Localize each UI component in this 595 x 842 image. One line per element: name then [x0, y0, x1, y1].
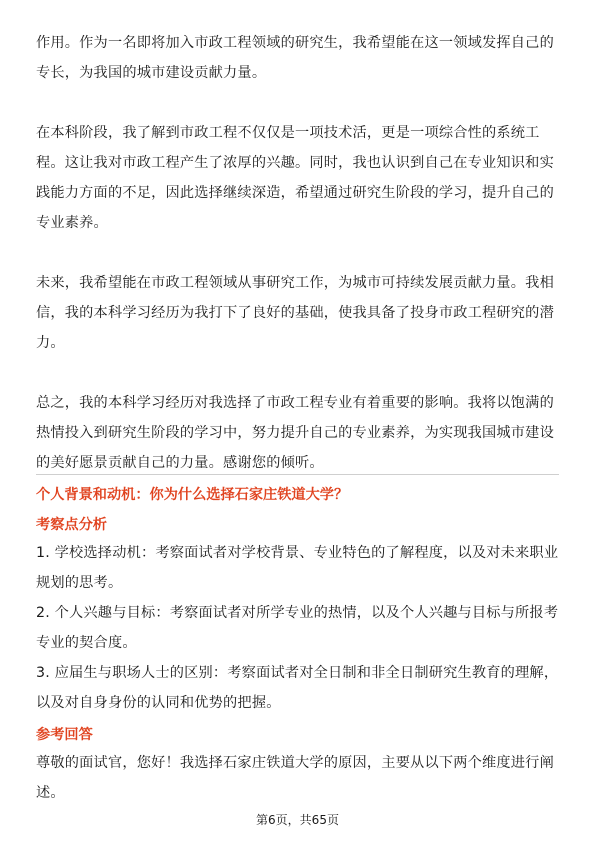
text-line: 的美好愿景贡献自己的力量。感谢您的倾听。 — [36, 455, 324, 471]
text-line: 以及对自身身份的认同和优势的把握。 — [36, 695, 281, 711]
document-body — [36, 28, 559, 478]
text-line: 专业的契合度。 — [36, 635, 137, 651]
text-line: 专长，为我国的城市建设贡献力量。 — [36, 65, 267, 81]
paragraph-4 — [36, 388, 559, 478]
text-line: 规划的思考。 — [36, 575, 123, 591]
analysis-point-3 — [36, 658, 559, 718]
question-section — [36, 482, 559, 808]
text-line: 尊敬的面试官，您好！我选择石家庄铁道大学的原因，主要从以下两个维度进行阐 — [36, 755, 554, 771]
text-line: 在本科阶段，我了解到市政工程不仅仅是一项技术活，更是一项综合性的系统工 — [36, 125, 540, 141]
paragraph-2 — [36, 118, 559, 238]
answer-heading: 参考回答 — [36, 727, 93, 743]
text-line: 专业素养。 — [36, 215, 108, 231]
analysis-point-2 — [36, 598, 559, 658]
page-number: 第6页，共65页 — [256, 813, 339, 827]
paragraph-3 — [36, 268, 559, 358]
text-line: 未来，我希望能在市政工程领域从事研究工作，为城市可持续发展贡献力量。我相 — [36, 275, 554, 291]
analysis-point-1 — [36, 538, 559, 598]
text-line: 信，我的本科学习经历为我打下了良好的基础，使我具备了投身市政工程研究的潜 — [36, 305, 554, 321]
question-title: 个人背景和动机：你为什么选择石家庄铁道大学？ — [36, 487, 349, 503]
text-line: 1. 学校选择动机：考察面试者对学校背景、专业特色的了解程度，以及对未来职业 — [36, 545, 559, 561]
text-line: 力。 — [36, 335, 65, 351]
text-line: 践能力方面的不足，因此选择继续深造，希望通过研究生阶段的学习，提升自己的 — [36, 185, 554, 201]
analysis-heading: 考察点分析 — [36, 517, 107, 533]
text-line: 述。 — [36, 785, 65, 801]
text-line: 作用。作为一名即将加入市政工程领域的研究生，我希望能在这一领域发挥自己的 — [36, 35, 554, 51]
text-line: 程。这让我对市政工程产生了浓厚的兴趣。同时，我也认识到自己在专业知识和实 — [36, 155, 554, 171]
section-divider — [36, 474, 559, 475]
paragraph-1 — [36, 28, 559, 88]
text-line: 热情投入到研究生阶段的学习中，努力提升自己的专业素养，为实现我国城市建设 — [36, 425, 554, 441]
text-line: 2. 个人兴趣与目标：考察面试者对所学专业的热情，以及个人兴趣与目标与所报考 — [36, 605, 559, 621]
text-line: 总之，我的本科学习经历对我选择了市政工程专业有着重要的影响。我将以饱满的 — [36, 395, 554, 411]
answer-text — [36, 748, 559, 808]
text-line: 3. 应届生与职场人士的区别：考察面试者对全日制和非全日制研究生教育的理解， — [36, 665, 559, 681]
